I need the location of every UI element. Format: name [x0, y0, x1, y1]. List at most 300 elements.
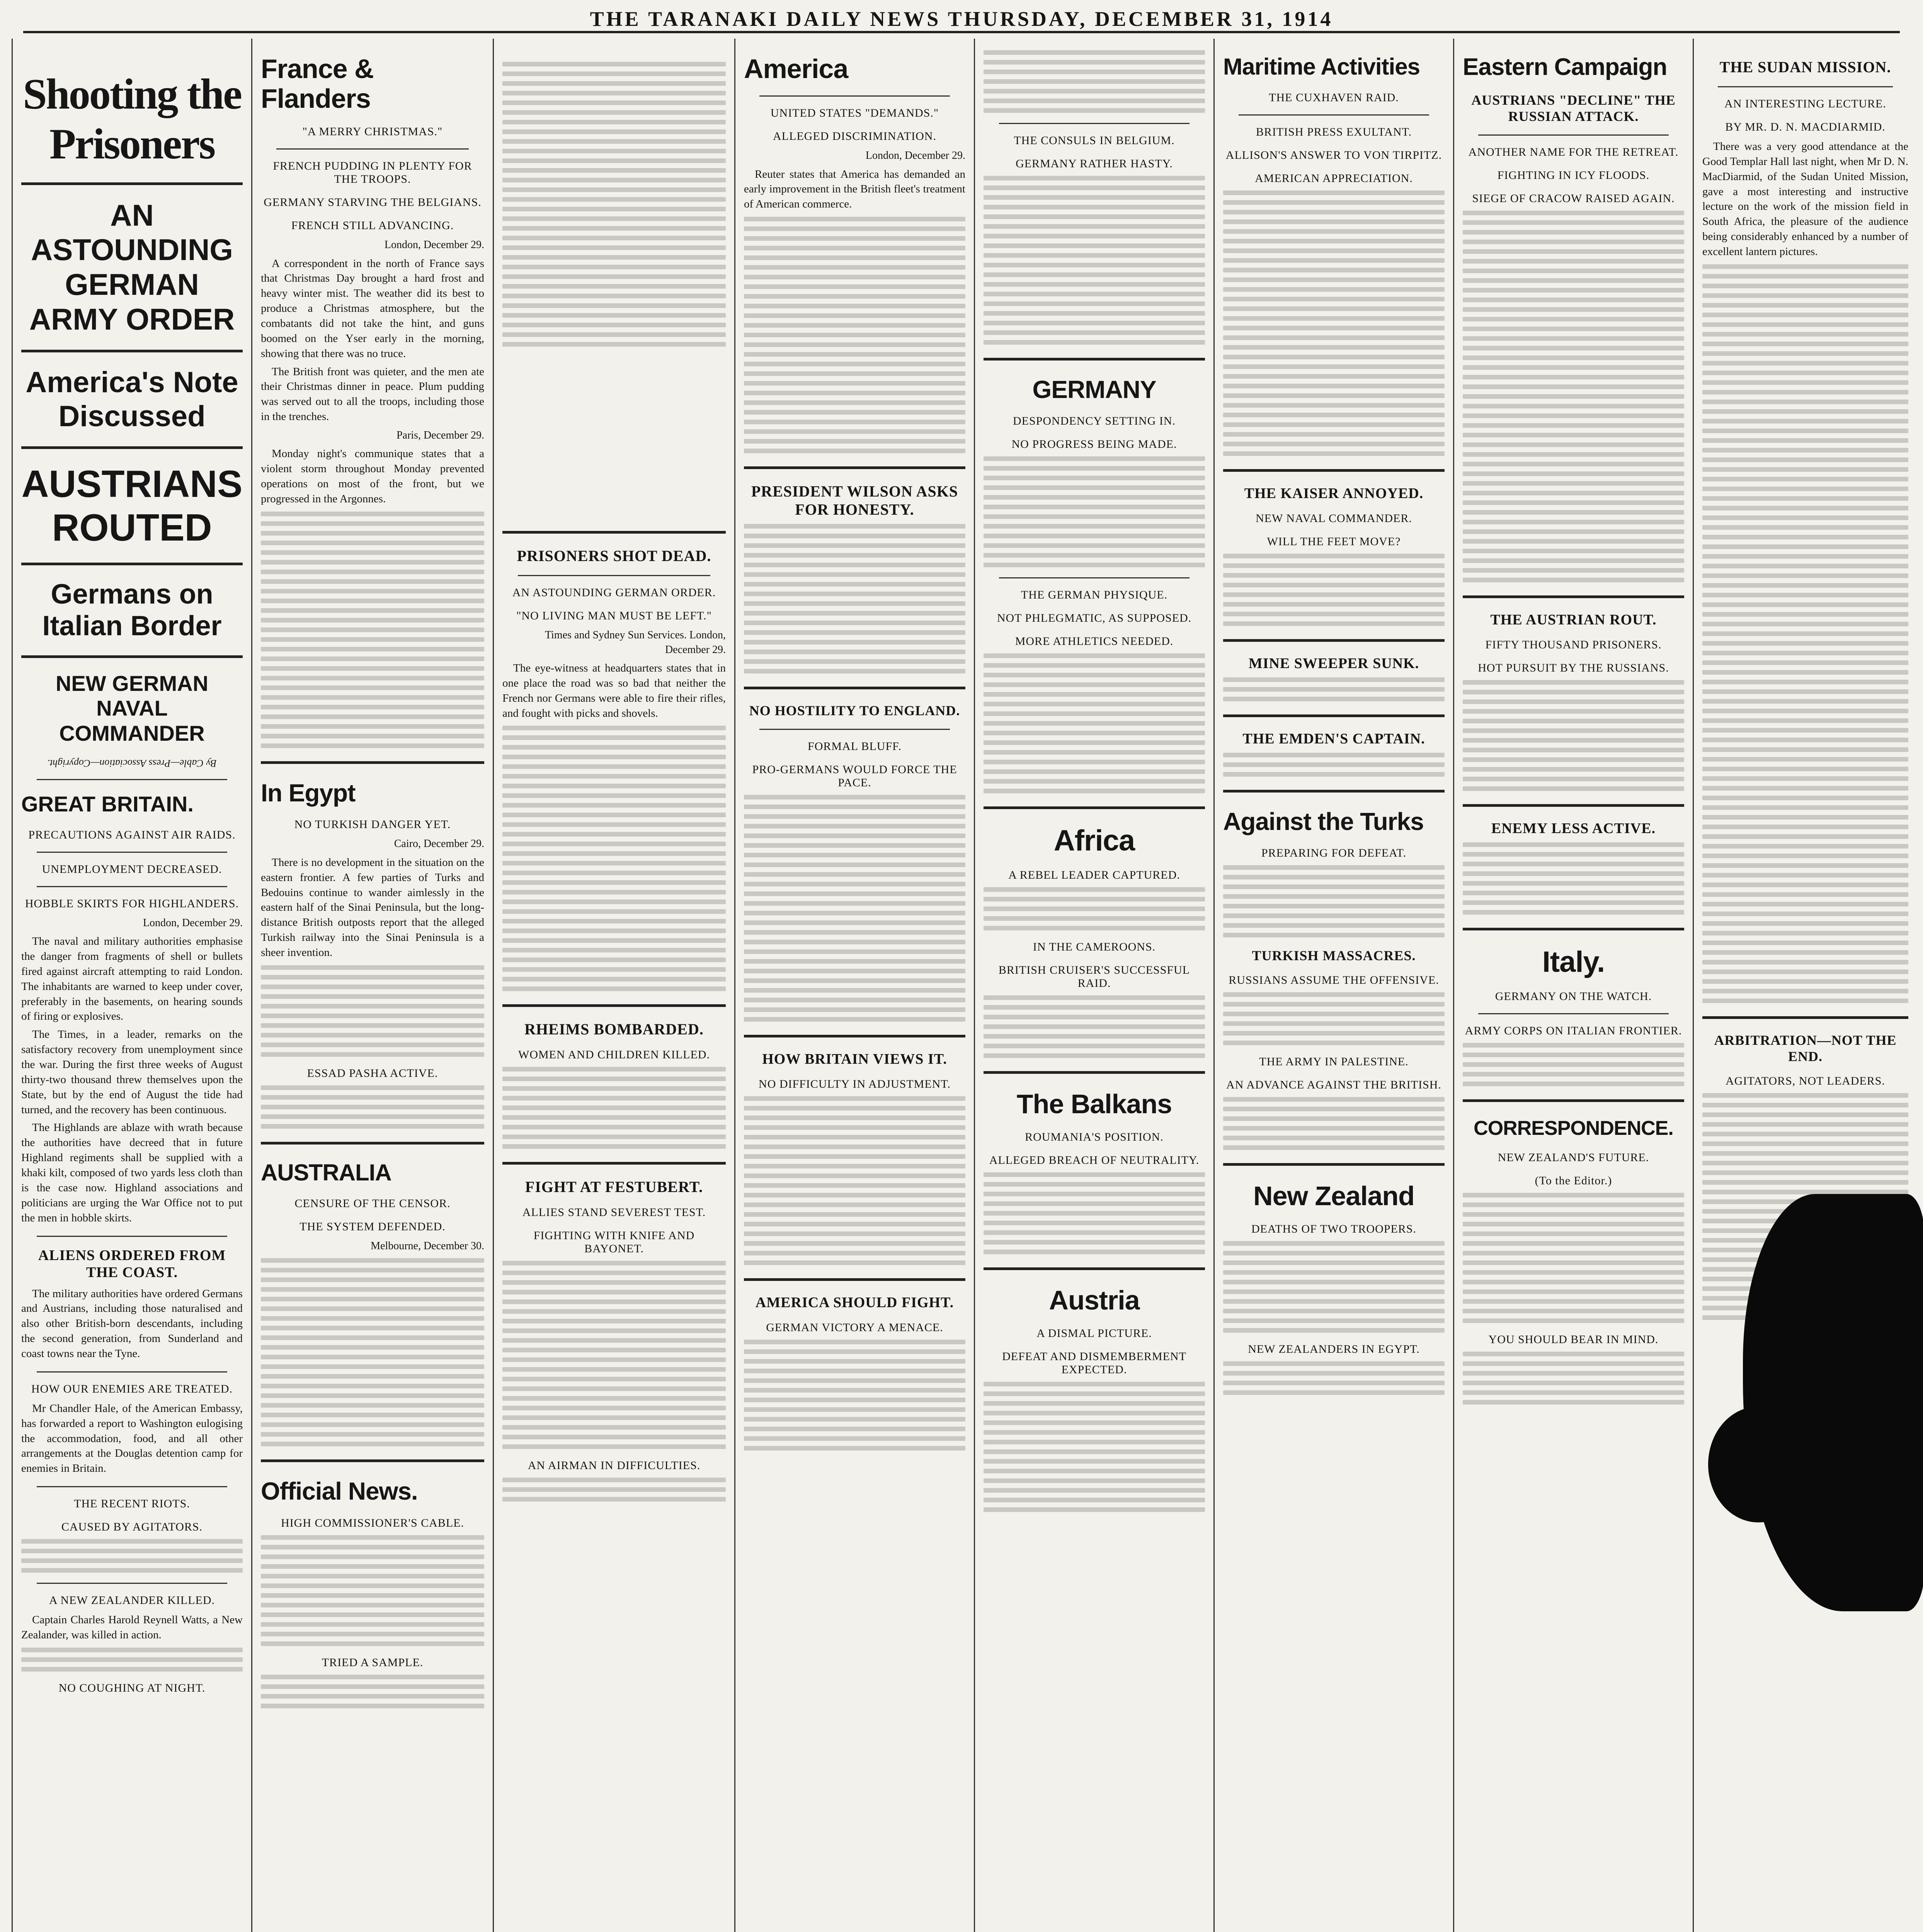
text-line — [984, 1420, 1205, 1425]
text-line — [1702, 535, 1908, 539]
text-line — [984, 1507, 1205, 1512]
text-line — [744, 640, 965, 645]
subhead-cracow: SIEGE OF CRACOW RAISED AGAIN. — [1472, 192, 1675, 205]
text-line — [502, 1067, 726, 1071]
text-line — [1463, 1280, 1684, 1284]
text-line — [261, 965, 484, 970]
subhead-not-phlegmatic: NOT PHLEGMATIC, AS SUPPOSED. — [997, 612, 1192, 625]
divider — [984, 806, 1205, 809]
subhead-enemies-treated: HOW OUR ENEMIES ARE TREATED. — [31, 1382, 233, 1395]
text-line — [744, 669, 965, 673]
text-line — [502, 1338, 726, 1343]
text-line — [984, 524, 1205, 529]
text-line — [744, 1436, 965, 1441]
text-line — [1223, 248, 1445, 253]
text-line — [984, 330, 1205, 335]
subhead-massacres: TURKISH MASSACRES. — [1252, 948, 1416, 964]
dateline: London, December 29. — [384, 239, 484, 251]
text-line — [984, 534, 1205, 538]
text-line — [984, 750, 1205, 755]
subhead-high-commissioner: HIGH COMMISSIONER'S CABLE. — [281, 1516, 464, 1529]
text-line — [1702, 815, 1908, 820]
text-line — [744, 543, 965, 548]
text-line — [744, 449, 965, 453]
text-line — [1702, 573, 1908, 578]
section-balkans: The Balkans — [1016, 1088, 1172, 1119]
subhead-bear-in-mind: YOU SHOULD BEAR IN MIND. — [1488, 1333, 1659, 1346]
text-line — [984, 311, 1205, 316]
column-7 — [1453, 39, 1693, 1932]
subhead-enemy-less-active: ENEMY LESS ACTIVE. — [1491, 820, 1656, 837]
divider — [276, 148, 469, 150]
text-line — [1223, 875, 1445, 879]
divider — [759, 95, 950, 97]
text-line — [1702, 631, 1908, 636]
divider — [21, 446, 243, 449]
text-line — [1702, 274, 1908, 279]
text-line — [984, 108, 1205, 113]
text-line — [1463, 404, 1684, 408]
text-line — [744, 1222, 965, 1226]
text-line — [261, 724, 484, 729]
text-line — [1463, 699, 1684, 704]
article-paragraph: Mr Chandler Hale, of the American Embassy, has forwarded a report to Washington eulogising the accommodation, food, and all other arrangements at the Douglas detention camp for enemies in Britain. — [21, 1402, 243, 1475]
text-line — [502, 1077, 726, 1081]
text-line — [744, 1106, 965, 1111]
text-line — [1223, 554, 1445, 558]
text-line — [744, 862, 965, 867]
subhead-cameroons: IN THE CAMEROONS. — [1033, 940, 1156, 953]
text-line — [261, 1554, 484, 1559]
text-line — [21, 1648, 243, 1652]
text-line — [261, 714, 484, 719]
text-line — [1223, 393, 1445, 398]
text-line — [1223, 1361, 1445, 1366]
text-line — [1463, 891, 1684, 895]
text-line — [1463, 288, 1684, 293]
divider — [1223, 790, 1445, 793]
text-line — [1702, 747, 1908, 752]
text-line — [1223, 1116, 1445, 1121]
text-line — [984, 79, 1205, 84]
subhead-knife-bayonet: FIGHTING WITH KNIFE AND BAYONET. — [533, 1229, 695, 1255]
dateline: Paris, December 29. — [396, 429, 484, 441]
text-line — [1463, 240, 1684, 244]
section-maritime: Maritime Activities — [1223, 54, 1420, 80]
text-line — [744, 1251, 965, 1255]
text-line — [261, 1052, 484, 1057]
text-line — [984, 195, 1205, 200]
section-italy: Italy. — [1542, 946, 1605, 979]
text-line — [1463, 1251, 1684, 1255]
subhead-discrimination: ALLEGED DISCRIMINATION. — [773, 130, 936, 143]
subhead-preparing-defeat: PREPARING FOR DEFEAT. — [1261, 847, 1407, 860]
text-line — [744, 901, 965, 906]
text-line — [1223, 762, 1445, 767]
text-line — [1463, 346, 1684, 350]
divider — [1478, 1013, 1669, 1014]
subhead-coughing: NO COUGHING AT NIGHT. — [58, 1681, 206, 1694]
text-line — [261, 1603, 484, 1607]
text-line — [1702, 1141, 1908, 1146]
subhead-system-defended: THE SYSTEM DEFENDED. — [300, 1220, 446, 1233]
text-line — [1223, 1031, 1445, 1036]
text-line — [984, 1211, 1205, 1216]
text-line — [1223, 413, 1445, 417]
text-line — [1702, 844, 1908, 849]
text-line — [261, 975, 484, 980]
text-line — [744, 630, 965, 635]
text-line — [1463, 1299, 1684, 1304]
text-line — [1223, 287, 1445, 292]
subhead-germany-watch: GERMANY ON THE WATCH. — [1495, 990, 1652, 1003]
text-line — [744, 342, 965, 347]
text-line — [261, 1335, 484, 1340]
text-line — [984, 1015, 1205, 1019]
subhead-austrians-decline: AUSTRIANS "DECLINE" THE RUSSIAN ATTACK. — [1471, 92, 1676, 124]
text-line — [261, 1277, 484, 1282]
text-line — [261, 531, 484, 536]
headline-americas-note: America's Note Discussed — [26, 366, 238, 433]
text-line — [502, 1444, 726, 1449]
text-line — [744, 1135, 965, 1139]
text-line — [984, 1182, 1205, 1187]
subhead-no-turkish-danger: NO TURKISH DANGER YET. — [294, 818, 451, 831]
divider — [502, 531, 726, 534]
text-line — [1223, 1251, 1445, 1255]
text-line — [1223, 364, 1445, 369]
text-line — [984, 70, 1205, 74]
text-line — [744, 563, 965, 567]
subhead-macdiarmid: BY MR. D. N. MACDIARMID. — [1725, 121, 1886, 133]
text-line — [261, 1268, 484, 1272]
article-paragraph: The British front was quieter, and the men ate their Christmas dinner in peace. Plum pudding was served out to all the troops, including those in the trenches. — [261, 365, 484, 423]
text-line — [502, 62, 726, 66]
text-line — [1702, 564, 1908, 568]
text-line — [984, 340, 1205, 345]
text-line — [1223, 583, 1445, 587]
text-line — [1463, 862, 1684, 866]
subhead-mine-sweeper: MINE SWEEPER SUNK. — [1248, 655, 1419, 672]
text-line — [984, 1459, 1205, 1464]
subhead-nz-killed: A NEW ZEALANDER KILLED. — [49, 1594, 215, 1607]
text-line — [502, 909, 726, 914]
text-line — [984, 740, 1205, 745]
text-line — [984, 321, 1205, 325]
text-line — [984, 916, 1205, 921]
dateline: Times and Sydney Sun Services. London, December 29. — [545, 629, 726, 656]
text-line — [984, 224, 1205, 229]
text-line — [984, 1221, 1205, 1225]
headline-naval-commander: NEW GERMAN NAVAL COMMANDER — [55, 671, 209, 745]
text-line — [1223, 1145, 1445, 1150]
text-line — [984, 887, 1205, 892]
text-line — [984, 1498, 1205, 1502]
text-line — [1702, 1093, 1908, 1098]
subhead-cruiser-raid: BRITISH CRUISER'S SUCCESSFUL RAID. — [998, 963, 1190, 990]
text-line — [1702, 660, 1908, 665]
text-line — [261, 734, 484, 738]
subhead-deaths-troopers: DEATHS OF TWO TROOPERS. — [1251, 1223, 1416, 1236]
subhead-new-naval-commander: NEW NAVAL COMMANDER. — [1256, 512, 1412, 525]
text-line — [502, 813, 726, 817]
text-line — [984, 1192, 1205, 1196]
text-line — [1223, 1280, 1445, 1284]
text-line — [1702, 371, 1908, 375]
text-line — [1702, 689, 1908, 694]
text-line — [261, 1393, 484, 1398]
text-line — [744, 410, 965, 415]
text-line — [261, 1564, 484, 1569]
text-line — [502, 1134, 726, 1139]
divider — [21, 350, 243, 352]
divider — [1239, 114, 1429, 116]
text-line — [1223, 894, 1445, 899]
text-line — [744, 1388, 965, 1393]
text-line — [261, 570, 484, 574]
text-line — [261, 1114, 484, 1119]
subhead-austrian-rout: THE AUSTRIAN ROUT. — [1490, 612, 1657, 628]
text-line — [502, 1299, 726, 1304]
subhead-palestine: THE ARMY IN PALESTINE. — [1259, 1055, 1409, 1068]
text-line — [1223, 865, 1445, 870]
text-line — [1463, 680, 1684, 685]
text-line — [1702, 873, 1908, 878]
text-line — [744, 284, 965, 289]
text-line — [1702, 303, 1908, 308]
text-line — [502, 149, 726, 153]
text-line — [502, 1497, 726, 1502]
text-line — [502, 294, 726, 298]
text-line — [1463, 442, 1684, 447]
text-line — [984, 476, 1205, 480]
text-line — [744, 988, 965, 993]
text-line — [21, 1549, 243, 1553]
text-line — [1223, 277, 1445, 282]
text-line — [261, 1316, 484, 1321]
text-line — [502, 774, 726, 779]
text-line — [502, 822, 726, 827]
subhead-agitators-leaders: AGITATORS, NOT LEADERS. — [1726, 1074, 1885, 1087]
subhead-nz-future: NEW ZEALAND'S FUTURE. — [1498, 1151, 1649, 1164]
text-line — [1223, 697, 1445, 701]
text-line — [261, 1374, 484, 1379]
divider — [999, 577, 1190, 578]
text-line — [502, 236, 726, 240]
text-line — [502, 755, 726, 759]
masthead: THE TARANAKI DAILY NEWS THURSDAY, DECEMBER 31, 1914 — [23, 7, 1900, 33]
text-line — [1702, 805, 1908, 810]
text-line — [261, 1545, 484, 1549]
text-line — [744, 1427, 965, 1431]
text-line — [502, 957, 726, 962]
text-line — [984, 292, 1205, 296]
text-line — [1223, 1107, 1445, 1111]
article-paragraph: Monday night's communique states that a violent storm throughout Monday prevented operations on most of the front, but we progressed in the Argonnes. — [261, 447, 484, 505]
text-line — [1702, 931, 1908, 935]
section-eastern-campaign: Eastern Campaign — [1463, 54, 1667, 80]
divider — [1223, 639, 1445, 642]
text-line — [744, 833, 965, 838]
text-line — [1223, 1260, 1445, 1265]
text-line — [1463, 1309, 1684, 1313]
subhead-french-advancing: FRENCH STILL ADVANCING. — [291, 219, 454, 232]
text-line — [1463, 690, 1684, 694]
text-line — [984, 214, 1205, 219]
subhead-adjustment: NO DIFFICULTY IN ADJUSTMENT. — [759, 1078, 951, 1091]
text-line — [744, 1173, 965, 1178]
text-line — [502, 851, 726, 856]
text-line — [1702, 1161, 1908, 1165]
text-line — [1223, 326, 1445, 330]
text-line — [1702, 776, 1908, 781]
subhead-aliens: ALIENS ORDERED FROM THE COAST. — [38, 1247, 226, 1281]
text-line — [502, 764, 726, 769]
text-line — [261, 647, 484, 651]
text-line — [261, 1704, 484, 1708]
text-line — [502, 1319, 726, 1323]
text-line — [744, 226, 965, 231]
text-line — [261, 1413, 484, 1417]
text-line — [984, 466, 1205, 471]
subhead-america-fight: AMERICA SHOULD FIGHT. — [755, 1294, 954, 1311]
text-line — [1702, 622, 1908, 626]
divider — [744, 466, 965, 469]
text-line — [502, 1487, 726, 1492]
text-line — [984, 702, 1205, 706]
text-line — [1463, 1241, 1684, 1246]
text-line — [984, 1034, 1205, 1039]
text-line — [1223, 612, 1445, 616]
text-line — [1463, 317, 1684, 321]
text-line — [502, 313, 726, 318]
divider — [37, 1583, 227, 1584]
text-line — [1702, 477, 1908, 481]
text-line — [21, 1667, 243, 1672]
text-line — [261, 985, 484, 989]
text-line — [261, 608, 484, 613]
subhead-hot-pursuit: HOT PURSUIT BY THE RUSSIANS. — [1478, 662, 1669, 675]
divider — [1478, 134, 1669, 136]
subhead-interesting-lecture: AN INTERESTING LECTURE. — [1724, 97, 1886, 110]
text-line — [21, 1568, 243, 1573]
text-line — [261, 560, 484, 565]
text-line — [1702, 989, 1908, 993]
text-line — [1463, 211, 1684, 215]
text-line — [502, 745, 726, 750]
text-line — [502, 255, 726, 260]
subhead-feet-move: WILL THE FEET MOVE? — [1267, 535, 1401, 548]
text-line — [1463, 327, 1684, 331]
text-line — [1702, 1132, 1908, 1136]
divider — [1463, 804, 1684, 807]
text-line — [502, 71, 726, 76]
subhead-essad-pasha: ESSAD PASHA ACTIVE. — [307, 1066, 438, 1080]
text-line — [502, 284, 726, 289]
text-line — [984, 1469, 1205, 1473]
text-line — [1702, 709, 1908, 713]
text-line — [984, 1024, 1205, 1029]
text-line — [744, 333, 965, 337]
text-line — [1702, 767, 1908, 771]
text-line — [1702, 1170, 1908, 1175]
text-line — [744, 352, 965, 357]
column-8 — [1693, 39, 1917, 1932]
text-line — [261, 656, 484, 661]
text-line — [1702, 400, 1908, 404]
text-line — [984, 1478, 1205, 1483]
text-line — [744, 1349, 965, 1354]
text-line — [744, 217, 965, 221]
text-line — [1463, 871, 1684, 876]
text-line — [984, 769, 1205, 774]
text-line — [744, 294, 965, 299]
text-line — [502, 784, 726, 788]
text-line — [1223, 355, 1445, 359]
text-line — [1702, 912, 1908, 916]
press-credit: By Cable—Press Association—Copyright. — [47, 758, 217, 769]
text-line — [744, 621, 965, 625]
text-line — [1223, 316, 1445, 321]
text-line — [1463, 1270, 1684, 1275]
text-line — [1702, 940, 1908, 945]
text-line — [1702, 825, 1908, 829]
text-line — [1463, 1361, 1684, 1366]
text-line — [261, 1583, 484, 1588]
text-line — [984, 906, 1205, 911]
text-line — [744, 1183, 965, 1188]
text-line — [1463, 1318, 1684, 1323]
subhead-american-appreciation: AMERICAN APPRECIATION. — [1255, 172, 1413, 185]
text-line — [984, 1488, 1205, 1493]
text-line — [984, 1053, 1205, 1058]
subhead-censor: CENSURE OF THE CENSOR. — [294, 1197, 451, 1210]
text-line — [744, 930, 965, 935]
text-line — [1223, 592, 1445, 597]
text-line — [261, 512, 484, 516]
divider — [21, 655, 243, 658]
text-line — [744, 1116, 965, 1120]
text-line — [1702, 728, 1908, 733]
divider — [1463, 595, 1684, 598]
column-5 — [974, 39, 1213, 1932]
text-line — [1463, 355, 1684, 360]
text-line — [1463, 278, 1684, 283]
divider — [37, 779, 227, 780]
text-line — [984, 1201, 1205, 1206]
subhead-breach: ALLEGED BREACH OF NEUTRALITY. — [989, 1153, 1200, 1167]
text-line — [744, 814, 965, 819]
text-line — [1463, 481, 1684, 486]
subhead-rather-hasty: GERMANY RATHER HASTY. — [1016, 157, 1173, 170]
text-line — [502, 323, 726, 327]
text-line — [502, 158, 726, 163]
text-line — [1463, 423, 1684, 428]
text-line — [502, 1115, 726, 1120]
text-line — [502, 1478, 726, 1482]
text-line — [1463, 433, 1684, 437]
text-line — [1702, 699, 1908, 704]
text-line — [1702, 883, 1908, 887]
text-line — [1702, 854, 1908, 858]
text-line — [1463, 307, 1684, 312]
text-line — [744, 1241, 965, 1246]
text-line — [1223, 210, 1445, 214]
text-line — [502, 187, 726, 192]
text-line — [984, 1005, 1205, 1010]
divider — [1463, 1099, 1684, 1102]
headline-austrians-routed: AUSTRIANS ROUTED — [21, 463, 243, 549]
